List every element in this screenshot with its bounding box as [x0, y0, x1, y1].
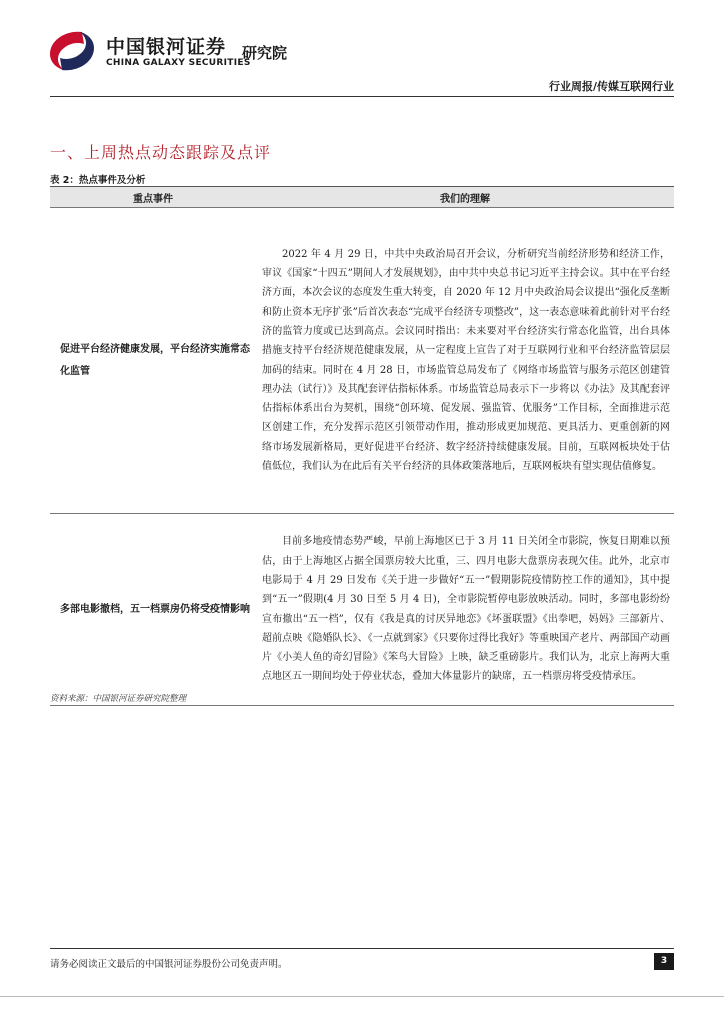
brand-name-en: CHINA GALAXY SECURITIES: [106, 58, 251, 68]
brand-name-cn: 中国银河证券: [106, 36, 227, 58]
table-header-row: [50, 187, 674, 208]
report-type: 行业周报/传媒互联网行业: [548, 80, 674, 93]
section-title: 一、上周热点动态跟踪及点评: [50, 143, 272, 162]
header-divider: [50, 96, 674, 97]
event-cell: 多部电影撤档，五一档票房仍将受疫情影响: [50, 514, 256, 706]
disclaimer-text: 请务必阅读正文最后的中国银河证券股份公司免责声明。: [50, 959, 288, 970]
event-cell: 促进平台经济健康发展，平台经济实施常态化监管: [50, 208, 256, 514]
table-caption: 表 2：热点事件及分析: [50, 175, 146, 186]
bottom-divider: [0, 996, 724, 997]
table-row: [50, 514, 674, 706]
institute-label: 研究院: [242, 44, 288, 62]
column-header-event: 重点事件: [50, 187, 256, 208]
analysis-cell: [256, 514, 674, 706]
column-header-analysis: 我们的理解: [256, 187, 674, 208]
galaxy-logo-icon: [44, 28, 100, 74]
footer-divider: [50, 948, 674, 949]
hot-events-table: [50, 186, 674, 706]
table-source-note: 资料来源：中国银河证券研究院整理: [50, 694, 187, 704]
table-row: [50, 208, 674, 514]
analysis-cell: [256, 208, 674, 514]
page-number: 3: [654, 953, 674, 970]
analysis-text: 2022 年 4 月 29 日，中共中央政治局召开会议，分析研究当前经济形势和经济工作，审议《国家“十四五”期间人才发展规划》，由中共中央总书记习近平主持会议。其中在平台经济方面，本次会议的态度发生重大转变，自 2020 年 12 月中央政治局会议提出“强化反垄断和防止资本无序扩张”后首次表态“完成平台经济专项整改”，这一表态意味着此前针对平台经济的监管力度或已达到高点。会议同时指出：未来要对平台经济实行常态化监管，出台具体措施支持平台经济规范健康发展，从一定程度上宣告了对于互联网行业和平台经济监管层层加码的结束。同时在 4 月 28 日，市场监管总局发布了《网络市场监管与服务示范区创建管理办法（试行）》及其配套评估指标体系。市场监管总局表示下一步将以《办法》及其配套评估指标体系出台为契机，围绕“创环境、促发展、强监管、优服务”工作目标，全面推进示范区创建工作，充分发挥示范区引领带动作用，推动形成更加规范、更具活力、更重创新的网络市场发展新格局，更好促进平台经济、数字经济持续健康发展。目前，互联网板块处于估值低位，我们认为在此后有关平台经济的具体政策落地后，互联网板块有望实现估值修复。: [262, 248, 670, 472]
analysis-text: 目前多地疫情态势严峻，早前上海地区已于 3 月 11 日关闭全市影院，恢复日期难以预估，由于上海地区占据全国票房较大比重，三、四月电影大盘票房表现欠佳。此外，北京市电影局于 4 月 29 日发布《关于进一步做好“五一”假期影院疫情防控工作的通知》，其中提到“五一”假期(4 月 30 日至 5 月 4 日)，全市影院暂停电影放映活动。同时，多部电影纷纷宣布撤出“五一档”，仅有《我是真的讨厌异地恋》《坏蛋联盟》《出拳吧，妈妈》三部新片、超前点映《隐婚队长》、《一点就到家》《只要你过得比我好》等重映国产老片、两部国产动画片《小美人鱼的奇幻冒险》《笨鸟大冒险》上映，缺乏重磅影片。我们认为，北京上海两大重点地区五一期间均处于停业状态，叠加大体量影片的缺席，五一档票房将受疫情承压。: [262, 536, 670, 683]
